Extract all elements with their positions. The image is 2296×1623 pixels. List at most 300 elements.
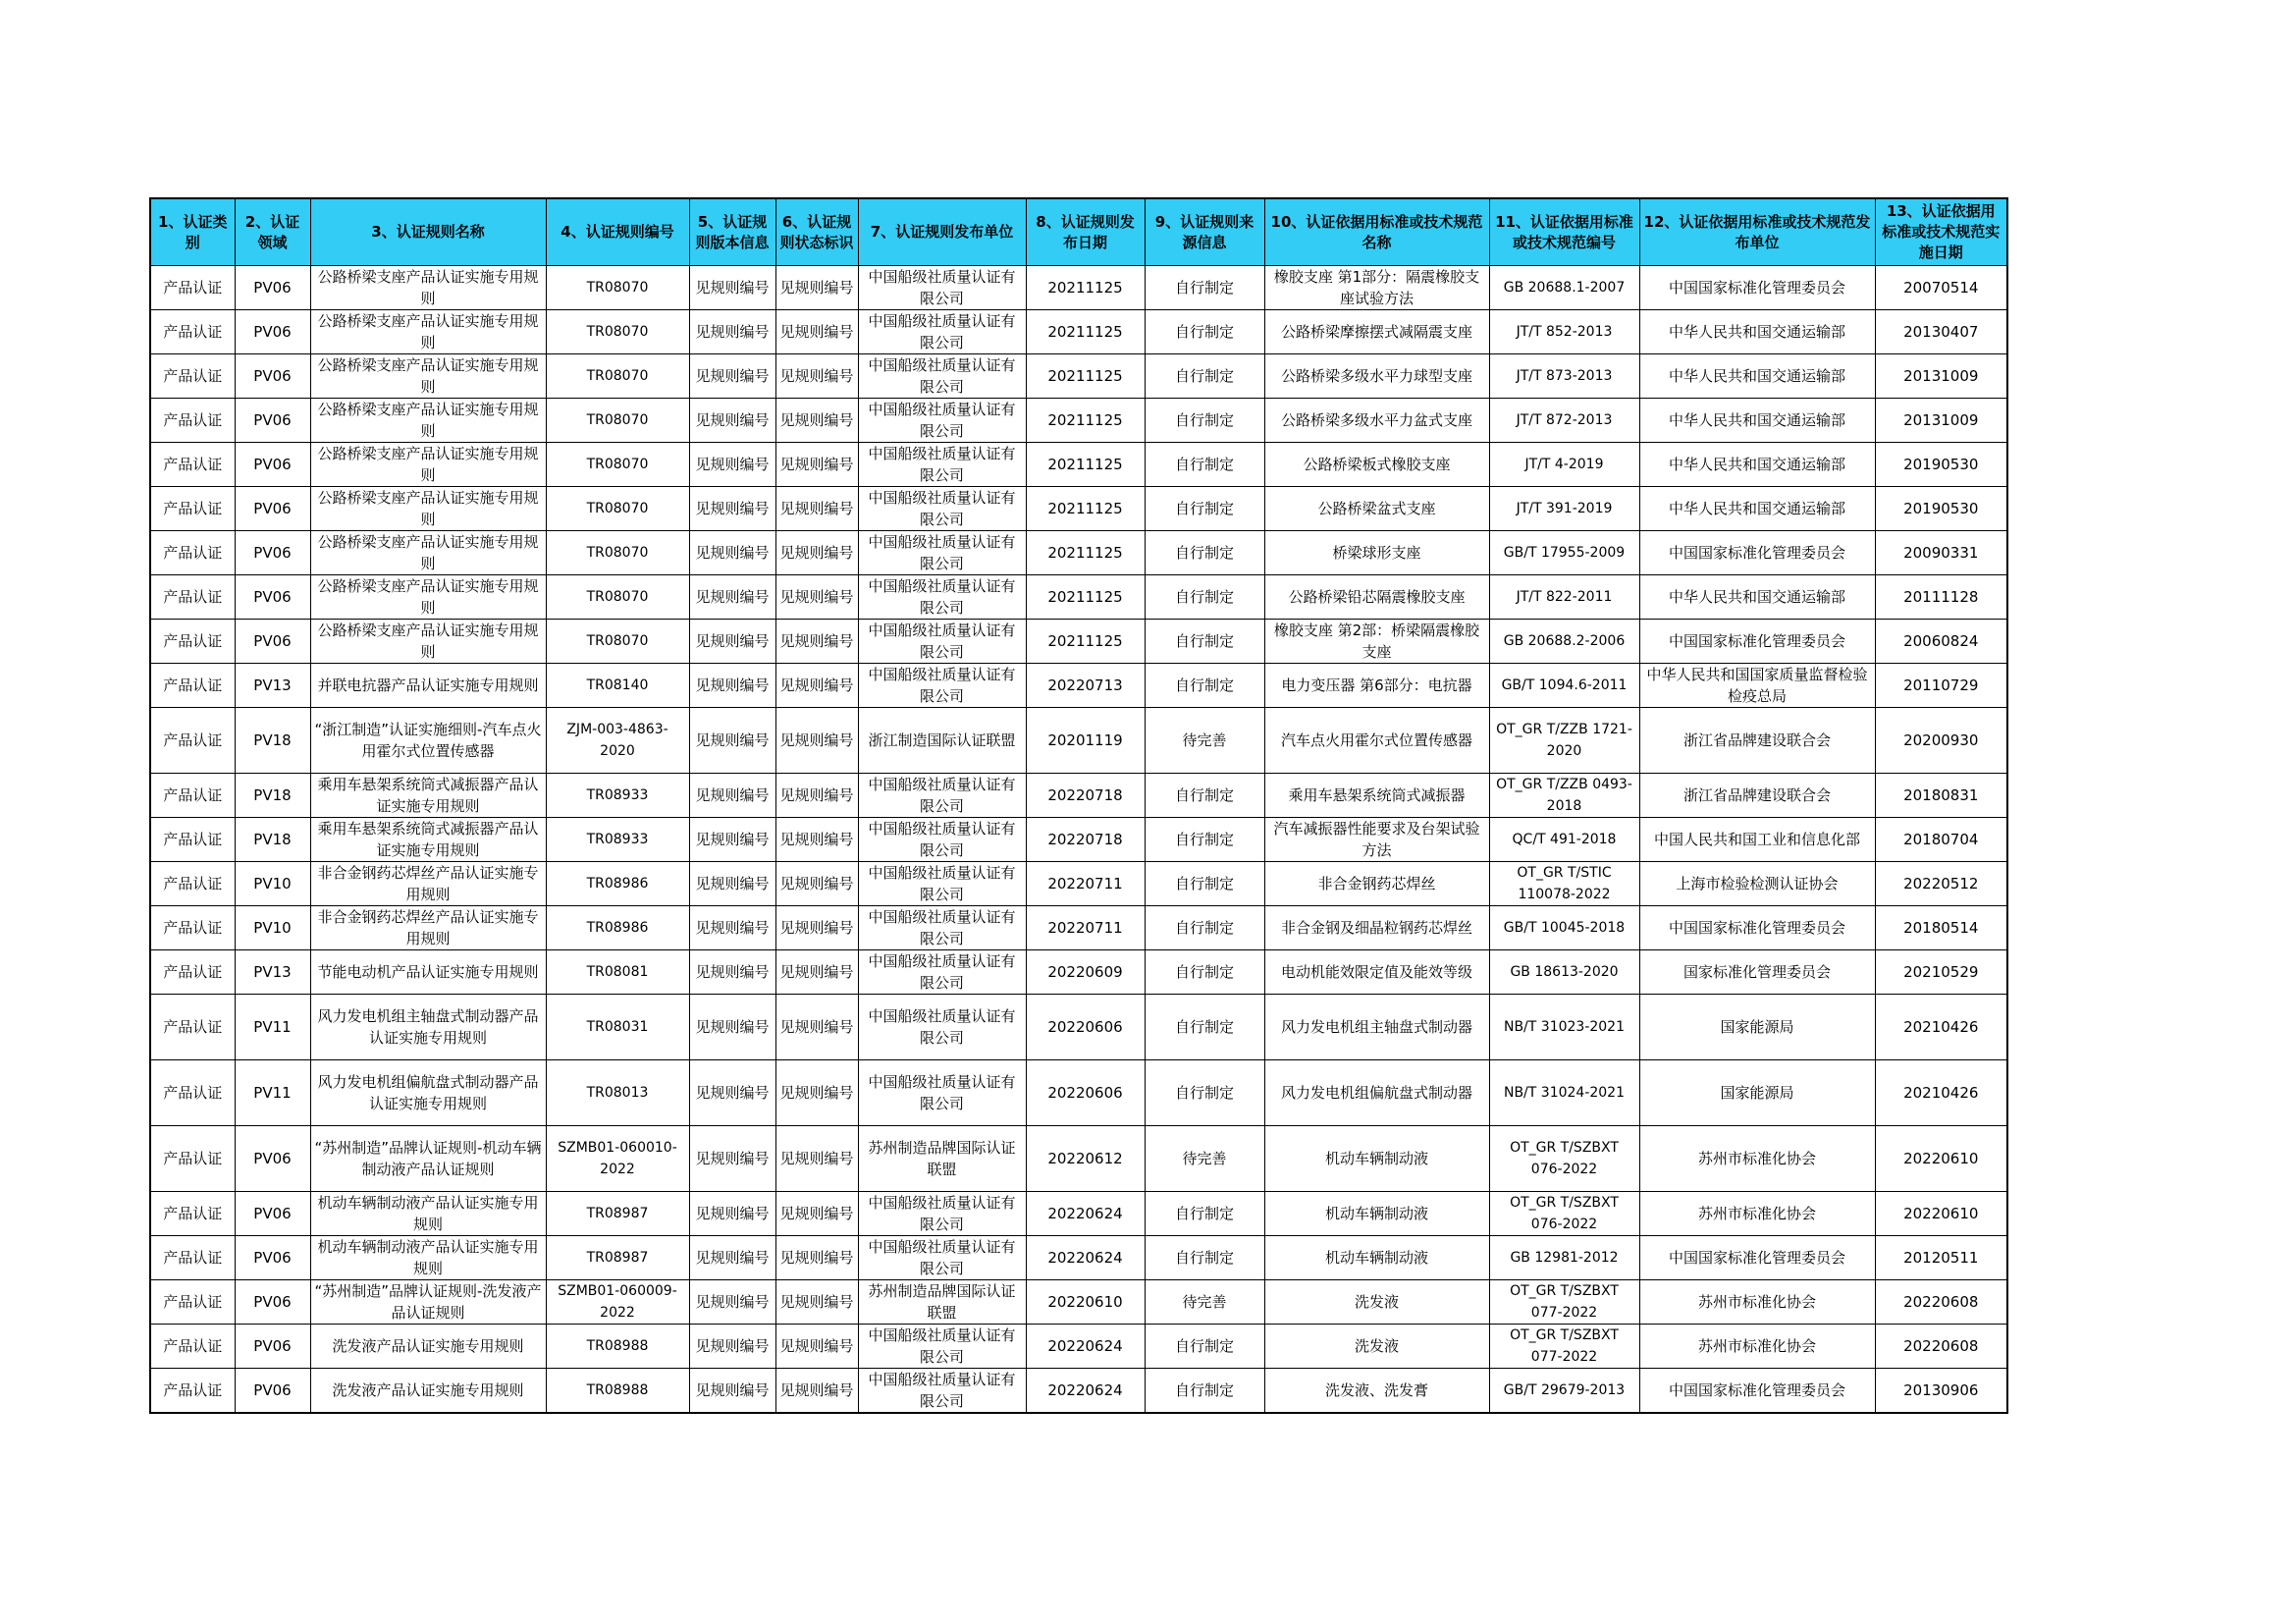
table-cell xyxy=(1026,995,1145,1060)
table-cell xyxy=(1264,620,1489,664)
cell-text: “苏州制造”品牌认证规则-洗发液产品认证规则 xyxy=(314,1282,542,1322)
table-cell xyxy=(150,906,235,950)
cell-text: TR08070 xyxy=(586,589,649,605)
table-row xyxy=(150,664,2007,708)
cell-text: TR08070 xyxy=(586,633,649,649)
cell-text: 20211125 xyxy=(1047,411,1123,429)
table-cell xyxy=(1639,862,1875,906)
table-row xyxy=(150,818,2007,862)
table-cell xyxy=(1875,1369,2007,1414)
cell-text: 中国船级社质量认证有限公司 xyxy=(868,533,1016,572)
cell-text: 20211125 xyxy=(1047,367,1123,385)
table-cell xyxy=(1489,354,1639,399)
table-cell xyxy=(858,664,1026,708)
table-cell xyxy=(1145,1369,1264,1414)
cell-text: 20211125 xyxy=(1047,544,1123,562)
cell-text: 中国船级社质量认证有限公司 xyxy=(868,577,1016,617)
cell-text: 见规则编号 xyxy=(695,279,770,297)
table-cell xyxy=(546,1369,689,1414)
table-cell xyxy=(689,354,775,399)
cell-text: 中国船级社质量认证有限公司 xyxy=(868,401,1016,440)
cell-text: 苏州制造品牌国际认证联盟 xyxy=(868,1282,1016,1322)
table-cell xyxy=(858,774,1026,818)
cell-text: 公路桥梁支座产品认证实施专用规则 xyxy=(317,356,539,396)
table-cell xyxy=(1875,531,2007,575)
table-cell xyxy=(1489,1236,1639,1280)
cell-text: 产品认证 xyxy=(163,1084,223,1102)
table-cell xyxy=(1264,310,1489,354)
table-cell xyxy=(775,443,858,487)
column-header: 4、认证规则编号 xyxy=(546,198,689,266)
cell-text: TR08933 xyxy=(586,832,649,847)
table-cell xyxy=(1639,531,1875,575)
table-cell xyxy=(1145,1060,1264,1126)
cell-text: TR08031 xyxy=(586,1019,649,1035)
table-cell xyxy=(1264,862,1489,906)
cell-text: 中国船级社质量认证有限公司 xyxy=(868,1073,1016,1112)
cell-text: 机动车辆制动液 xyxy=(1324,1150,1428,1167)
cell-text: 20211125 xyxy=(1047,323,1123,341)
table-cell xyxy=(689,310,775,354)
table-cell xyxy=(1875,310,2007,354)
table-cell xyxy=(310,818,546,862)
table-cell xyxy=(775,1280,858,1325)
cell-text: 中国船级社质量认证有限公司 xyxy=(868,776,1016,815)
cell-text: TR08070 xyxy=(586,545,649,561)
cell-text: 产品认证 xyxy=(163,632,223,650)
cell-text: JT/T 391-2019 xyxy=(1516,501,1613,516)
table-row xyxy=(150,995,2007,1060)
cell-text: 自行制定 xyxy=(1174,1084,1234,1102)
cell-text: 中国船级社质量认证有限公司 xyxy=(868,952,1016,992)
cell-text: 产品认证 xyxy=(163,367,223,385)
table-cell xyxy=(1639,266,1875,310)
table-cell xyxy=(689,906,775,950)
table-cell xyxy=(1875,1126,2007,1192)
table-cell xyxy=(1875,664,2007,708)
cell-text: 中国国家标准化管理委员会 xyxy=(1668,632,1845,650)
cell-text: 产品认证 xyxy=(163,1205,223,1222)
cell-text: 产品认证 xyxy=(163,1337,223,1355)
cell-text: 乘用车悬架系统筒式减振器产品认证实施专用规则 xyxy=(317,820,539,859)
column-header: 7、认证规则发布单位 xyxy=(858,198,1026,266)
table-cell xyxy=(546,620,689,664)
cell-text: TR08933 xyxy=(586,787,649,803)
cell-text: 苏州市标准化协会 xyxy=(1697,1337,1816,1355)
table-cell xyxy=(1639,620,1875,664)
column-header: 9、认证规则来源信息 xyxy=(1145,198,1264,266)
table-cell xyxy=(1875,266,2007,310)
table-cell xyxy=(1639,774,1875,818)
cell-text: 20201119 xyxy=(1047,731,1123,749)
table-row xyxy=(150,1060,2007,1126)
table-cell xyxy=(150,708,235,774)
table-cell xyxy=(1875,862,2007,906)
table-cell xyxy=(310,620,546,664)
cell-text: 机动车辆制动液产品认证实施专用规则 xyxy=(317,1194,539,1233)
column-header: 1、认证类别 xyxy=(150,198,235,266)
table-cell xyxy=(150,950,235,995)
cell-text: 中国船级社质量认证有限公司 xyxy=(868,445,1016,484)
cell-text: 中国船级社质量认证有限公司 xyxy=(868,268,1016,307)
cell-text: 20220610 xyxy=(1047,1293,1123,1311)
cell-text: 见规则编号 xyxy=(695,676,770,694)
table-cell xyxy=(689,1126,775,1192)
cell-text: TR08070 xyxy=(586,368,649,384)
table-cell xyxy=(1145,664,1264,708)
cell-text: 20220713 xyxy=(1047,676,1123,694)
cell-text: 20131009 xyxy=(1903,411,1979,429)
table-cell xyxy=(150,310,235,354)
cell-text: 20060824 xyxy=(1903,632,1979,650)
cell-text: 中国船级社质量认证有限公司 xyxy=(868,1238,1016,1277)
table-cell xyxy=(858,266,1026,310)
table-cell xyxy=(775,950,858,995)
cell-text: 20220608 xyxy=(1903,1293,1979,1311)
cell-text: GB 18613-2020 xyxy=(1510,964,1619,980)
cell-text: 国家标准化管理委员会 xyxy=(1682,963,1831,981)
table-cell xyxy=(310,1060,546,1126)
table-cell xyxy=(775,354,858,399)
table-cell xyxy=(1489,862,1639,906)
table-cell xyxy=(1264,575,1489,620)
table-cell xyxy=(1145,399,1264,443)
table-cell xyxy=(858,1236,1026,1280)
table-cell xyxy=(775,1192,858,1236)
table-cell xyxy=(1875,774,2007,818)
table-cell xyxy=(310,774,546,818)
cell-text: QC/T 491-2018 xyxy=(1512,832,1617,847)
table-cell xyxy=(1145,995,1264,1060)
table-cell xyxy=(546,862,689,906)
cell-text: 公路桥梁铅芯隔震橡胶支座 xyxy=(1288,588,1466,606)
table-cell xyxy=(1639,443,1875,487)
cell-text: TR08070 xyxy=(586,501,649,516)
table-row xyxy=(150,708,2007,774)
table-cell xyxy=(1489,310,1639,354)
cell-text: PV06 xyxy=(253,500,292,517)
cell-text: TR08987 xyxy=(586,1250,649,1266)
cell-text: 20220609 xyxy=(1047,963,1123,981)
cell-text: TR08986 xyxy=(586,920,649,936)
table-cell xyxy=(1145,487,1264,531)
table-cell xyxy=(1145,906,1264,950)
table-cell xyxy=(1264,443,1489,487)
table-cell xyxy=(1264,354,1489,399)
table-cell xyxy=(1489,620,1639,664)
table-cell xyxy=(775,818,858,862)
cell-text: 公路桥梁板式橡胶支座 xyxy=(1303,456,1451,473)
cell-text: PV06 xyxy=(253,1337,292,1355)
cell-text: OT_GR T/SZBXT 076-2022 xyxy=(1510,1195,1619,1232)
cell-text: 公路桥梁支座产品认证实施专用规则 xyxy=(317,401,539,440)
cell-text: 见规则编号 xyxy=(779,1381,854,1399)
table-cell xyxy=(775,310,858,354)
cell-text: PV06 xyxy=(253,1293,292,1311)
table-cell xyxy=(1264,818,1489,862)
cell-text: 非合金钢药芯焊丝产品认证实施专用规则 xyxy=(317,864,539,903)
table-row xyxy=(150,266,2007,310)
cell-text: 非合金钢药芯焊丝 xyxy=(1317,875,1436,893)
table-cell xyxy=(1264,708,1489,774)
cell-text: PV06 xyxy=(253,1249,292,1267)
table-cell xyxy=(1875,620,2007,664)
cell-text: 产品认证 xyxy=(163,963,223,981)
table-cell xyxy=(858,310,1026,354)
table-cell xyxy=(546,354,689,399)
cell-text: 20211125 xyxy=(1047,456,1123,473)
table-cell xyxy=(235,862,310,906)
table-cell xyxy=(1639,1060,1875,1126)
table-cell xyxy=(775,1060,858,1126)
table-cell xyxy=(1026,906,1145,950)
table-cell xyxy=(1264,531,1489,575)
cell-text: 20220711 xyxy=(1047,919,1123,937)
cell-text: OT_GR T/SZBXT 077-2022 xyxy=(1510,1327,1619,1365)
cell-text: TR08070 xyxy=(586,457,649,472)
table-row xyxy=(150,1369,2007,1414)
table-cell xyxy=(235,575,310,620)
table-cell xyxy=(1145,708,1264,774)
cell-text: 见规则编号 xyxy=(779,367,854,385)
cell-text: 自行制定 xyxy=(1174,919,1234,937)
cell-text: 橡胶支座 第1部分：隔震橡胶支座试验方法 xyxy=(1273,268,1480,307)
cell-text: TR08070 xyxy=(586,412,649,428)
table-cell xyxy=(235,818,310,862)
table-cell xyxy=(1026,862,1145,906)
cell-text: 20220624 xyxy=(1047,1205,1123,1222)
table-cell xyxy=(310,266,546,310)
cell-text: 并联电抗器产品认证实施专用规则 xyxy=(317,676,539,694)
cell-text: PV06 xyxy=(253,1381,292,1399)
table-cell xyxy=(1489,1369,1639,1414)
table-cell xyxy=(1026,620,1145,664)
table-cell xyxy=(858,862,1026,906)
table-cell xyxy=(1264,1325,1489,1369)
table-cell xyxy=(1264,1280,1489,1325)
table-cell xyxy=(546,266,689,310)
cell-text: 20220608 xyxy=(1903,1337,1979,1355)
table-cell xyxy=(775,1369,858,1414)
cell-text: 产品认证 xyxy=(163,1381,223,1399)
cell-text: TR08988 xyxy=(586,1338,649,1354)
cell-text: PV11 xyxy=(253,1018,292,1036)
cell-text: PV10 xyxy=(253,875,292,893)
cell-text: 国家能源局 xyxy=(1720,1018,1794,1036)
table-cell xyxy=(1489,399,1639,443)
cell-text: 见规则编号 xyxy=(779,1249,854,1267)
table-cell xyxy=(1264,1369,1489,1414)
cell-text: 见规则编号 xyxy=(695,1018,770,1036)
table-cell xyxy=(546,399,689,443)
table-cell xyxy=(235,1325,310,1369)
cell-text: 见规则编号 xyxy=(695,875,770,893)
table-cell xyxy=(1145,575,1264,620)
table-row xyxy=(150,1192,2007,1236)
cell-text: 产品认证 xyxy=(163,588,223,606)
table-cell xyxy=(1026,1126,1145,1192)
table-cell xyxy=(1875,708,2007,774)
cell-text: 风力发电机组主轴盘式制动器 xyxy=(1280,1018,1472,1036)
cell-text: 待完善 xyxy=(1182,1150,1227,1167)
cell-text: 20190530 xyxy=(1903,500,1979,517)
cell-text: 见规则编号 xyxy=(779,1205,854,1222)
cell-text: 20210426 xyxy=(1903,1084,1979,1102)
table-cell xyxy=(1026,1280,1145,1325)
cell-text: GB/T 17955-2009 xyxy=(1503,545,1626,561)
table-row xyxy=(150,575,2007,620)
table-cell xyxy=(1264,664,1489,708)
cell-text: 产品认证 xyxy=(163,1150,223,1167)
cell-text: 风力发电机组偏航盘式制动器 xyxy=(1280,1084,1472,1102)
cell-text: 自行制定 xyxy=(1174,279,1234,297)
table-cell xyxy=(1489,575,1639,620)
cell-text: “浙江制造”认证实施细则-汽车点火用霍尔式位置传感器 xyxy=(314,721,542,760)
table-cell xyxy=(689,1192,775,1236)
table-cell xyxy=(546,906,689,950)
table-cell xyxy=(1875,1236,2007,1280)
cell-text: 自行制定 xyxy=(1174,963,1234,981)
table-cell xyxy=(1026,664,1145,708)
cell-text: GB 12981-2012 xyxy=(1510,1250,1619,1266)
cell-text: 自行制定 xyxy=(1174,632,1234,650)
table-row xyxy=(150,1280,2007,1325)
table-cell xyxy=(1026,575,1145,620)
table-cell xyxy=(546,1236,689,1280)
cell-text: 乘用车悬架系统筒式减振器产品认证实施专用规则 xyxy=(317,776,539,815)
cell-text: 20220624 xyxy=(1047,1337,1123,1355)
cell-text: 苏州制造品牌国际认证联盟 xyxy=(868,1139,1016,1178)
cell-text: 中国船级社质量认证有限公司 xyxy=(868,356,1016,396)
table-cell xyxy=(1875,995,2007,1060)
cell-text: 见规则编号 xyxy=(779,632,854,650)
table-row xyxy=(150,1236,2007,1280)
table-cell xyxy=(689,818,775,862)
cell-text: 见规则编号 xyxy=(695,1381,770,1399)
table-cell xyxy=(1639,575,1875,620)
table-cell xyxy=(150,266,235,310)
cell-text: 自行制定 xyxy=(1174,588,1234,606)
cell-text: 产品认证 xyxy=(163,875,223,893)
table-cell xyxy=(546,995,689,1060)
cell-text: 自行制定 xyxy=(1174,456,1234,473)
table-cell xyxy=(150,354,235,399)
cell-text: 产品认证 xyxy=(163,676,223,694)
table-cell xyxy=(235,399,310,443)
table-cell xyxy=(150,1126,235,1192)
table-cell xyxy=(1026,708,1145,774)
cell-text: 风力发电机组主轴盘式制动器产品认证实施专用规则 xyxy=(317,1007,539,1047)
table-cell xyxy=(310,310,546,354)
cell-text: 电力变压器 第6部分：电抗器 xyxy=(1281,676,1472,694)
table-cell xyxy=(1026,1325,1145,1369)
cell-text: 见规则编号 xyxy=(779,1084,854,1102)
cell-text: 自行制定 xyxy=(1174,676,1234,694)
cell-text: 20211125 xyxy=(1047,279,1123,297)
cell-text: 见规则编号 xyxy=(695,500,770,517)
cell-text: 见规则编号 xyxy=(779,411,854,429)
cell-text: PV06 xyxy=(253,1150,292,1167)
table-cell xyxy=(775,664,858,708)
cell-text: 见规则编号 xyxy=(695,786,770,804)
table-cell xyxy=(1145,862,1264,906)
cell-text: 苏州市标准化协会 xyxy=(1697,1293,1816,1311)
table-cell xyxy=(1489,1126,1639,1192)
table-cell xyxy=(150,1236,235,1280)
cell-text: 产品认证 xyxy=(163,1249,223,1267)
cell-text: 见规则编号 xyxy=(695,963,770,981)
table-cell xyxy=(689,950,775,995)
table-cell xyxy=(858,1192,1026,1236)
cell-text: 见规则编号 xyxy=(779,500,854,517)
table-cell xyxy=(1489,1192,1639,1236)
table-cell xyxy=(1639,399,1875,443)
cell-text: 公路桥梁摩擦摆式减隔震支座 xyxy=(1280,323,1472,341)
table-cell xyxy=(1145,531,1264,575)
table-cell xyxy=(1639,1126,1875,1192)
table-cell xyxy=(310,1126,546,1192)
cell-text: 见规则编号 xyxy=(695,919,770,937)
cell-text: PV06 xyxy=(253,411,292,429)
table-cell xyxy=(310,354,546,399)
cell-text: TR08140 xyxy=(586,677,649,693)
table-cell xyxy=(689,862,775,906)
cell-text: TR08988 xyxy=(586,1382,649,1398)
table-cell xyxy=(1489,774,1639,818)
cell-text: 产品认证 xyxy=(163,544,223,562)
table-row xyxy=(150,399,2007,443)
cell-text: 见规则编号 xyxy=(695,1205,770,1222)
cell-text: 见规则编号 xyxy=(695,632,770,650)
cell-text: 20211125 xyxy=(1047,500,1123,517)
table-cell xyxy=(858,818,1026,862)
table-cell xyxy=(1875,575,2007,620)
cell-text: 见规则编号 xyxy=(779,1018,854,1036)
cell-text: 自行制定 xyxy=(1174,875,1234,893)
header-row xyxy=(150,198,2007,266)
table-cell xyxy=(689,708,775,774)
table-cell xyxy=(546,487,689,531)
table-cell xyxy=(1489,906,1639,950)
table-cell xyxy=(546,531,689,575)
cell-text: 自行制定 xyxy=(1174,323,1234,341)
table-cell xyxy=(1026,950,1145,995)
cell-text: 自行制定 xyxy=(1174,500,1234,517)
cell-text: 见规则编号 xyxy=(779,456,854,473)
cell-text: PV13 xyxy=(253,963,292,981)
table-cell xyxy=(235,708,310,774)
table-cell xyxy=(1639,354,1875,399)
cell-text: 见规则编号 xyxy=(695,1337,770,1355)
table-cell xyxy=(1264,1192,1489,1236)
table-cell xyxy=(689,620,775,664)
cell-text: 洗发液、洗发膏 xyxy=(1324,1381,1428,1399)
cell-text: 中国船级社质量认证有限公司 xyxy=(868,1371,1016,1410)
cell-text: 汽车减振器性能要求及台架试验方法 xyxy=(1273,820,1480,859)
table-cell xyxy=(1145,1126,1264,1192)
table-cell xyxy=(1026,1369,1145,1414)
cell-text: 国家能源局 xyxy=(1720,1084,1794,1102)
table-cell xyxy=(1264,1236,1489,1280)
table-cell xyxy=(1264,1060,1489,1126)
cell-text: 浙江省品牌建设联合会 xyxy=(1682,731,1831,749)
cell-text: 20220624 xyxy=(1047,1381,1123,1399)
table-cell xyxy=(150,1192,235,1236)
cell-text: 见规则编号 xyxy=(695,1293,770,1311)
cell-text: GB 20688.1-2007 xyxy=(1503,280,1626,296)
table-cell xyxy=(546,708,689,774)
table-cell xyxy=(310,1192,546,1236)
